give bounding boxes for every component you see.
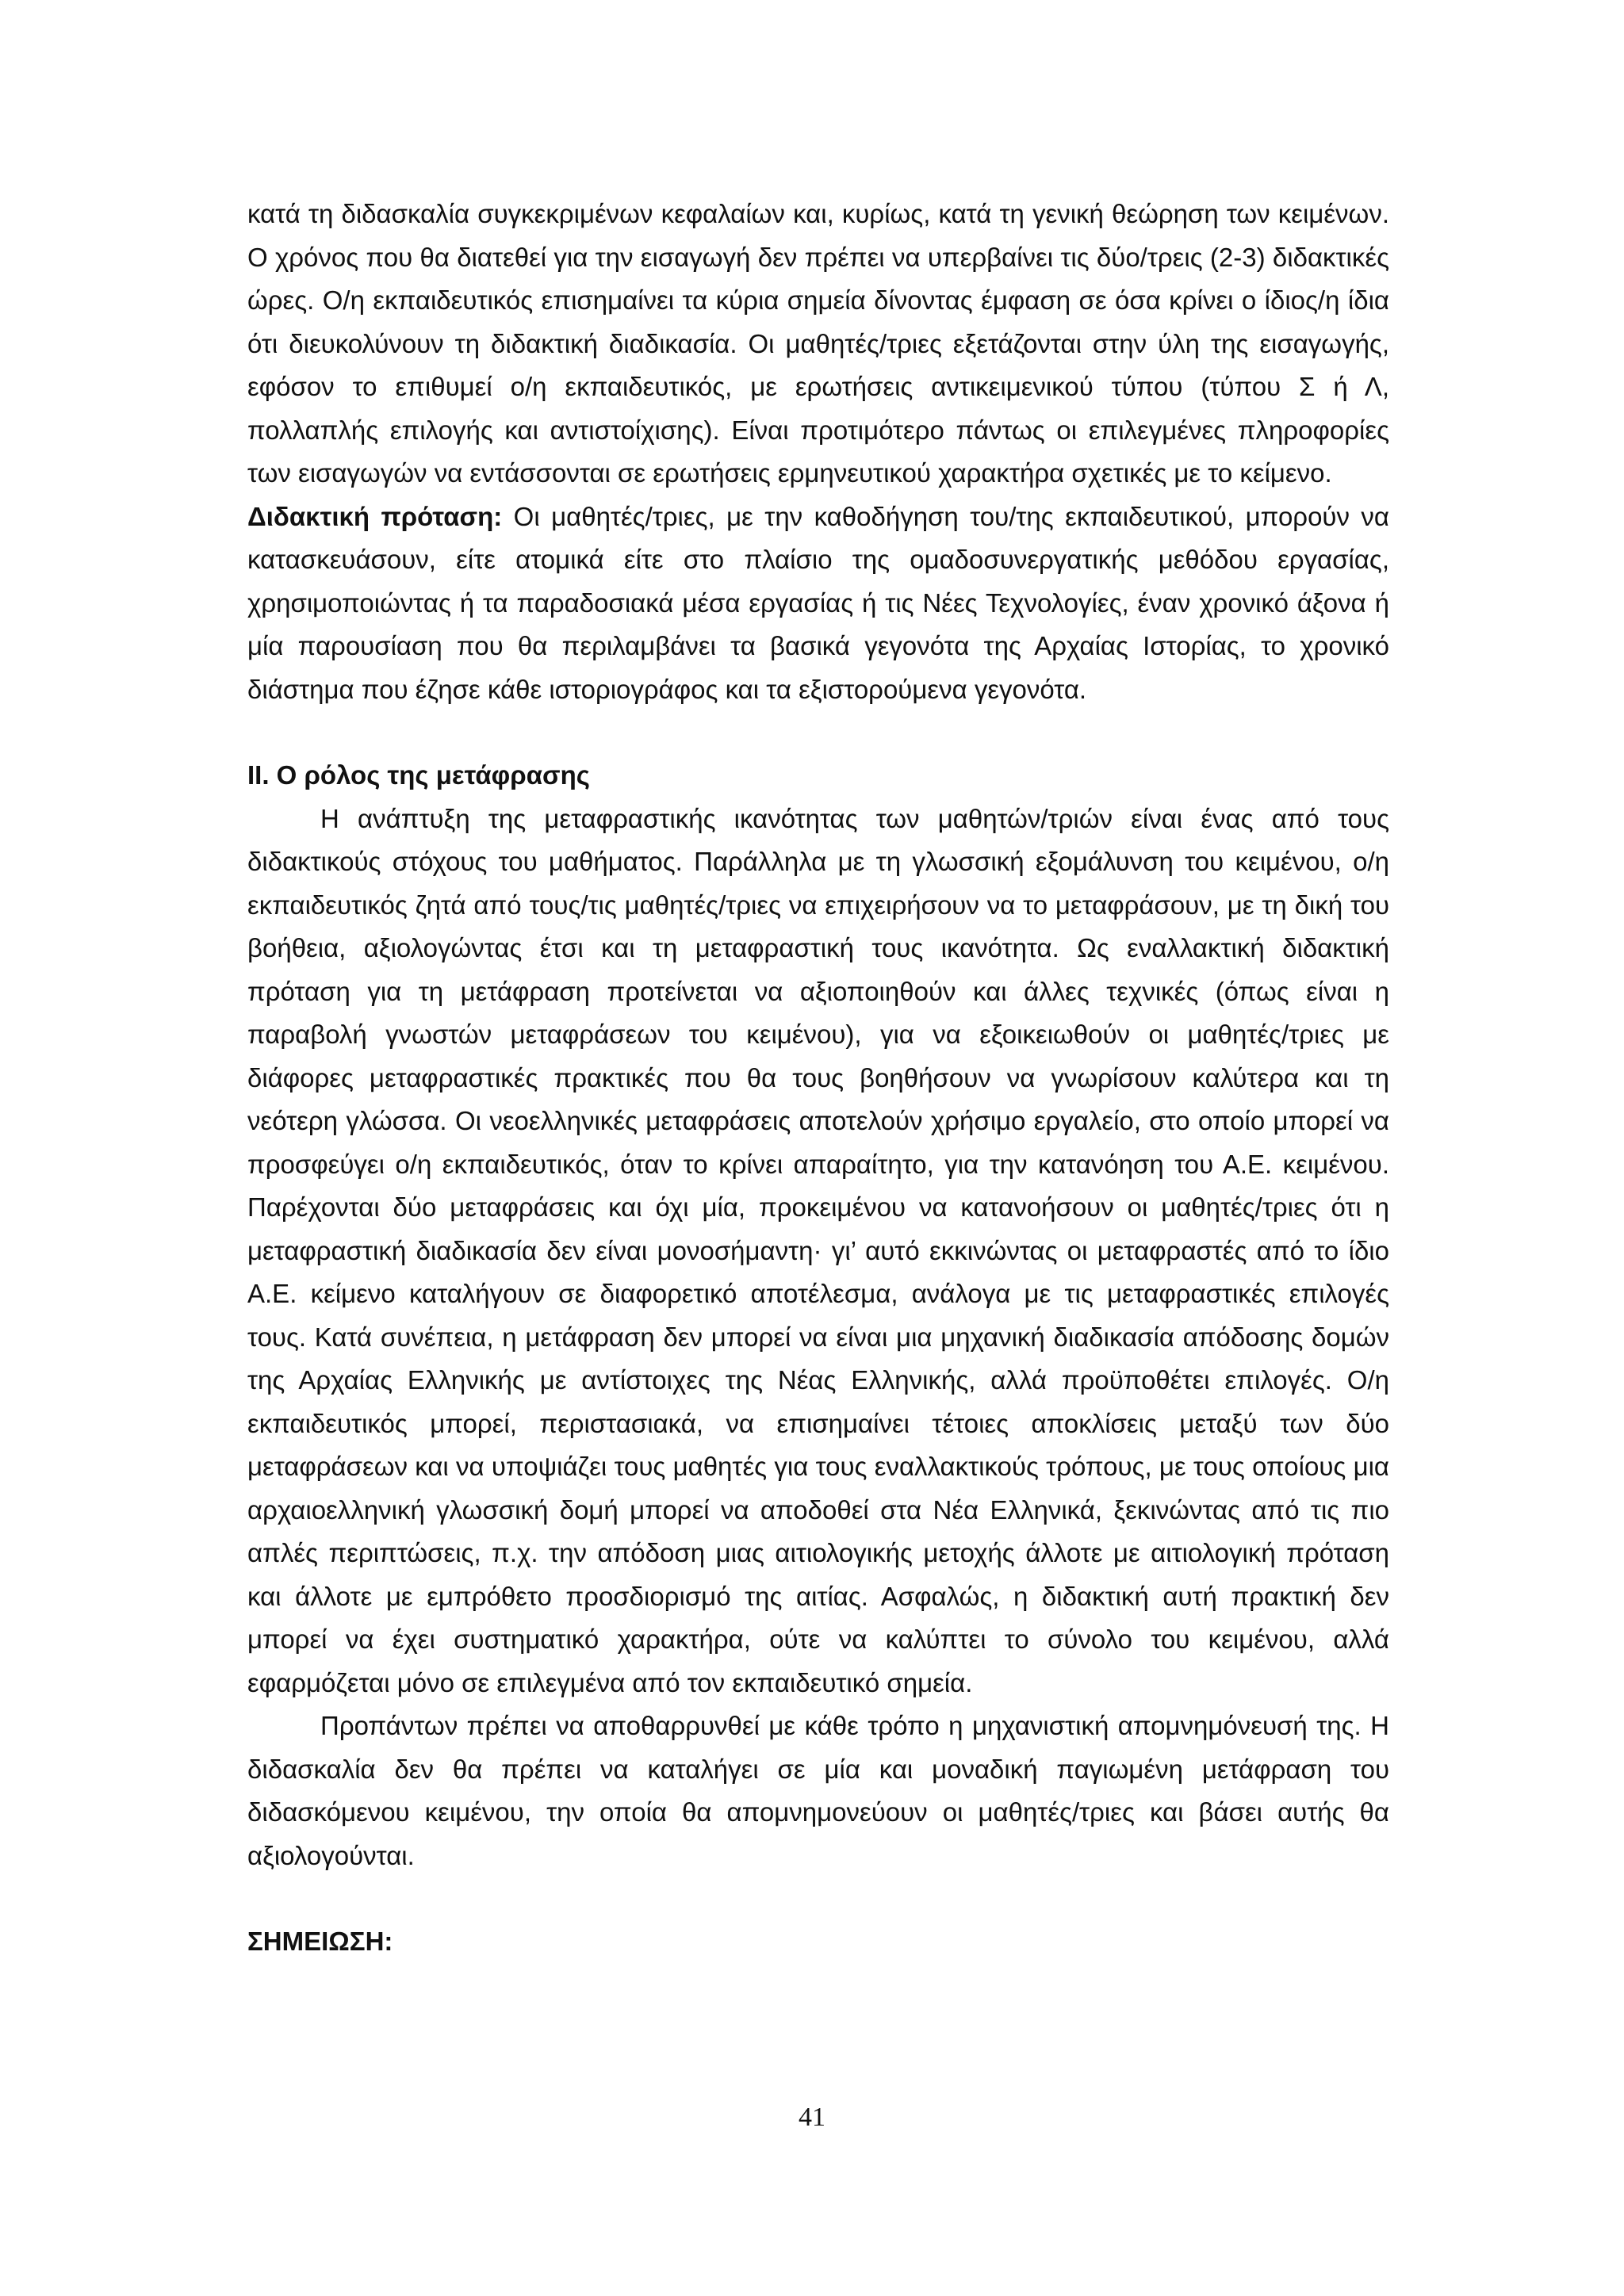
section-spacer — [247, 711, 1389, 754]
intro-paragraph: κατά τη διδασκαλία συγκεκριμένων κεφαλαίων και, κυρίως, κατά τη γενική θεώρηση των κειμένων. Ο χρόνος που θα διατεθεί για την εισαγωγή δεν πρέπει να υπερβαίνει τις δύο/τρεις (2-3) διδακτικές ώρες. Ο/η εκπαιδευτικός επισημαίνει τα κύρια σημεία δίνοντας έμφαση σε όσα κρίνει ο ίδιος/η ίδια ότι διευκολύνουν τη διδακτική διαδικασία. Οι μαθητές/τριες εξετάζονται στην ύλη της εισαγωγής, εφόσον το επιθυμεί ο/η εκπαιδευτικός, με ερωτήσεις αντικειμενικού τύπου (τύπου Σ ή Λ, πολλαπλής επιλογής και αντιστοίχισης). Είναι προτιμότερο πάντως οι επιλεγμένες πληροφορίες των εισαγωγών να εντάσσονται σε ερωτήσεις ερμηνευτικού χαρακτήρα σχετικές με το κείμενο. — [247, 199, 1389, 488]
note-heading: ΣΗΜΕΙΩΣΗ: — [247, 1927, 393, 1956]
document-page — [247, 193, 1389, 1964]
page-number: 41 — [799, 2103, 825, 2132]
note-spacer — [247, 1877, 1389, 1920]
teaching-proposal-paragraph — [247, 496, 1389, 712]
teaching-proposal-text: Οι μαθητές/τριες, με την καθοδήγηση του/της εκπαιδευτικού, μπορούν να κατασκευάσουν, είτε ατομικά είτε στο πλαίσιο της ομαδοσυνεργατικής μεθόδου εργασίας, χρησιμοποιώντας ή τα παραδοσιακά μέσα εργασίας ή τις Νέες Τεχνολογίες, έναν χρονικό άξονα ή μία παρουσίαση που θα περιλαμβάνει τα βασικά γεγονότα της Αρχαίας Ιστορίας, το χρονικό διάστημα που έζησε κάθε ιστοριογράφος και τα εξιστορούμενα γεγονότα. — [247, 501, 1389, 704]
teaching-proposal-label: Διδακτική πρόταση: — [247, 501, 503, 531]
translation-paragraph-1: Η ανάπτυξη της μεταφραστικής ικανότητας των μαθητών/τριών είναι ένας από τους διδακτικούς στόχους του μαθήματος. Παράλληλα με τη γλωσσική εξομάλυνση του κειμένου, ο/η εκπαιδευτικός ζητά από τους/τις μαθητές/τριες να επιχειρήσουν να το μεταφράσουν, με τη δική του βοήθεια, αξιολογώντας έτσι και τη μεταφραστική τους ικανότητα. Ως εναλλακτική διδακτική πρόταση για τη μετάφραση προτείνεται να αξιοποιηθούν και άλλες τεχνικές (όπως είναι η παραβολή γνωστών μεταφράσεων του κειμένου), για να εξοικειωθούν οι μαθητές/τριες με διάφορες μεταφραστικές πρακτικές που θα τους βοηθήσουν να γνωρίσουν καλύτερα και τη νεότερη γλώσσα. Οι νεοελληνικές μεταφράσεις αποτελούν χρήσιμο εργαλείο, στο οποίο μπορεί να προσφεύγει ο/η εκπαιδευτικός, όταν το κρίνει απαραίτητο, για την κατανόηση του Α.Ε. κειμένου. Παρέχονται δύο μεταφράσεις και όχι μία, προκειμένου να κατανοήσουν οι μαθητές/τριες ότι η μεταφραστική διαδικασία δεν είναι μονοσήμαντη· γι’ αυτό εκκινώντας οι μεταφραστές από το ίδιο Α.Ε. κείμενο καταλήγουν σε διαφορετικό αποτέλεσμα, ανάλογα με τις μεταφραστικές επιλογές τους. Κατά συνέπεια, η μετάφραση δεν μπορεί να είναι μια μηχανική διαδικασία απόδοσης δομών της Αρχαίας Ελληνικής με αντίστοιχες της Νέας Ελληνικής, αλλά προϋποθέτει επιλογές. Ο/η εκπαιδευτικός μπορεί, περιστασιακά, να επισημαίνει τέτοιες αποκλίσεις μεταξύ των δύο μεταφράσεων και να υποψιάζει τους μαθητές για τους εναλλακτικούς τρόπους, με τους οποίους μια αρχαιοελληνική γλωσσική δομή μπορεί να αποδοθεί στα Νέα Ελληνικά, ξεκινώντας από τις πιο απλές περιπτώσεις, π.χ. την απόδοση μιας αιτιολογικής μετοχής άλλοτε με αιτιολογική πρόταση και άλλοτε με εμπρόθετο προσδιορισμό της αιτίας. Ασφαλώς, η διδακτική αυτή πρακτική δεν μπορεί να έχει συστηματικό χαρακτήρα, ούτε να καλύπτει το σύνολο του κειμένου, αλλά εφαρμόζεται μόνο σε επιλεγμένα από τον εκπαιδευτικό σημεία. — [247, 803, 1389, 1697]
section-heading: ΙΙ. Ο ρόλος της μετάφρασης — [247, 760, 590, 790]
translation-paragraph-2: Προπάντων πρέπει να αποθαρρυνθεί με κάθε τρόπο η μηχανιστική απομνημόνευσή της. Η διδασκαλία δεν θα πρέπει να καταλήγει σε μία και μοναδική παγιωμένη μετάφραση του διδασκόμενου κειμένου, την οποία θα απομνημονεύουν οι μαθητές/τριες και βάσει αυτής θα αξιολογούνται. — [247, 1711, 1389, 1870]
